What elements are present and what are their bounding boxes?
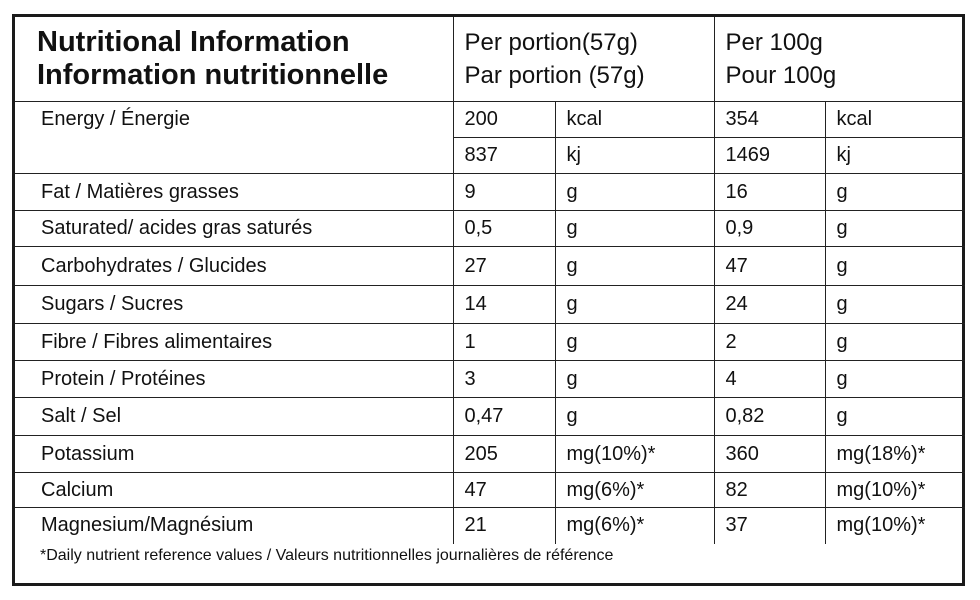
- nutrient-label: Energy / Énergie: [41, 108, 190, 131]
- nutrient-row: [15, 361, 965, 398]
- nutrient-label: Magnesium/Magnésium: [41, 514, 254, 537]
- portion-unit: g: [555, 286, 714, 324]
- per100-unit: g: [825, 398, 965, 436]
- per100-unit: kj: [825, 138, 965, 174]
- per-portion-header-en: Per portion(57g): [464, 29, 638, 56]
- portion-unit: g: [555, 174, 714, 211]
- per100-unit: g: [825, 247, 965, 286]
- nutrient-row: [15, 508, 965, 544]
- nutrient-row: [15, 324, 965, 361]
- nutrient-label: Protein / Protéines: [15, 361, 453, 398]
- portion-value: 200: [453, 102, 555, 138]
- per100-value: 354: [714, 102, 825, 138]
- per100-value: 82: [714, 473, 825, 508]
- portion-unit: g: [555, 361, 714, 398]
- per100-unit: kcal: [825, 102, 965, 138]
- portion-unit: kj: [555, 138, 714, 174]
- title-english: Nutritional Information: [37, 26, 350, 58]
- nutrient-row: [15, 398, 965, 436]
- per100-unit: g: [825, 324, 965, 361]
- nutrient-row: [15, 436, 965, 473]
- nutrition-table: [15, 17, 965, 544]
- per100-value: 4: [714, 361, 825, 398]
- portion-value: 1: [453, 324, 555, 361]
- portion-value: 3: [453, 361, 555, 398]
- portion-value: 47: [453, 473, 555, 508]
- nutrient-label: Calcium: [15, 473, 453, 508]
- portion-unit: g: [555, 398, 714, 436]
- portion-value: 9: [453, 174, 555, 211]
- portion-value: 0,47: [453, 398, 555, 436]
- per100-value: 24: [714, 286, 825, 324]
- per100-unit: mg(10%)*: [825, 473, 965, 508]
- table-header-row: [15, 17, 965, 102]
- portion-value: 27: [453, 247, 555, 286]
- portion-value: 21: [453, 508, 555, 544]
- per-portion-header: [453, 17, 714, 102]
- portion-value: 0,5: [453, 211, 555, 247]
- title-french: Information nutritionnelle: [37, 59, 389, 91]
- per-100g-header-fr: Pour 100g: [725, 62, 837, 89]
- nutrient-row: [15, 286, 965, 324]
- nutrient-row: [15, 247, 965, 286]
- nutrient-label: Fat / Matières grasses: [15, 174, 453, 211]
- per100-unit: mg(18%)*: [825, 436, 965, 473]
- portion-unit: g: [555, 211, 714, 247]
- table-title: [15, 17, 453, 102]
- per100-value: 1469: [714, 138, 825, 174]
- per100-unit: mg(10%)*: [825, 508, 965, 544]
- nutrient-label: Salt / Sel: [15, 398, 453, 436]
- per100-value: 0,82: [714, 398, 825, 436]
- per100-unit: g: [825, 174, 965, 211]
- per100-value: 16: [714, 174, 825, 211]
- nutrient-label: Sugars / Sucres: [15, 286, 453, 324]
- per100-value: 2: [714, 324, 825, 361]
- portion-unit: mg(6%)*: [555, 473, 714, 508]
- nutrient-label: Saturated/ acides gras saturés: [15, 211, 453, 247]
- per100-value: 37: [714, 508, 825, 544]
- nutrient-row: [15, 174, 965, 211]
- nutrient-label: [15, 138, 453, 174]
- portion-value: 14: [453, 286, 555, 324]
- nutrient-row: [15, 138, 965, 174]
- per100-unit: g: [825, 361, 965, 398]
- portion-value: 837: [453, 138, 555, 174]
- per100-value: 360: [714, 436, 825, 473]
- nutrient-label: Fibre / Fibres alimentaires: [15, 324, 453, 361]
- portion-value: 205: [453, 436, 555, 473]
- per100-value: 0,9: [714, 211, 825, 247]
- per-100g-header: [714, 17, 965, 102]
- portion-unit: mg(6%)*: [555, 508, 714, 544]
- nutrient-row: [15, 102, 965, 138]
- nutrient-label: Carbohydrates / Glucides: [15, 247, 453, 286]
- portion-unit: mg(10%)*: [555, 436, 714, 473]
- portion-unit: g: [555, 247, 714, 286]
- nutrient-label: Potassium: [15, 436, 453, 473]
- nutrient-row: [15, 211, 965, 247]
- footnote: *Daily nutrient reference values / Valeurs nutritionnelles journalières de référence: [40, 547, 614, 564]
- per100-unit: g: [825, 211, 965, 247]
- per100-unit: g: [825, 286, 965, 324]
- per-100g-header-en: Per 100g: [725, 29, 823, 56]
- portion-unit: g: [555, 324, 714, 361]
- per-portion-header-fr: Par portion (57g): [464, 62, 645, 89]
- portion-unit: kcal: [555, 102, 714, 138]
- nutrient-row: [15, 473, 965, 508]
- per100-value: 47: [714, 247, 825, 286]
